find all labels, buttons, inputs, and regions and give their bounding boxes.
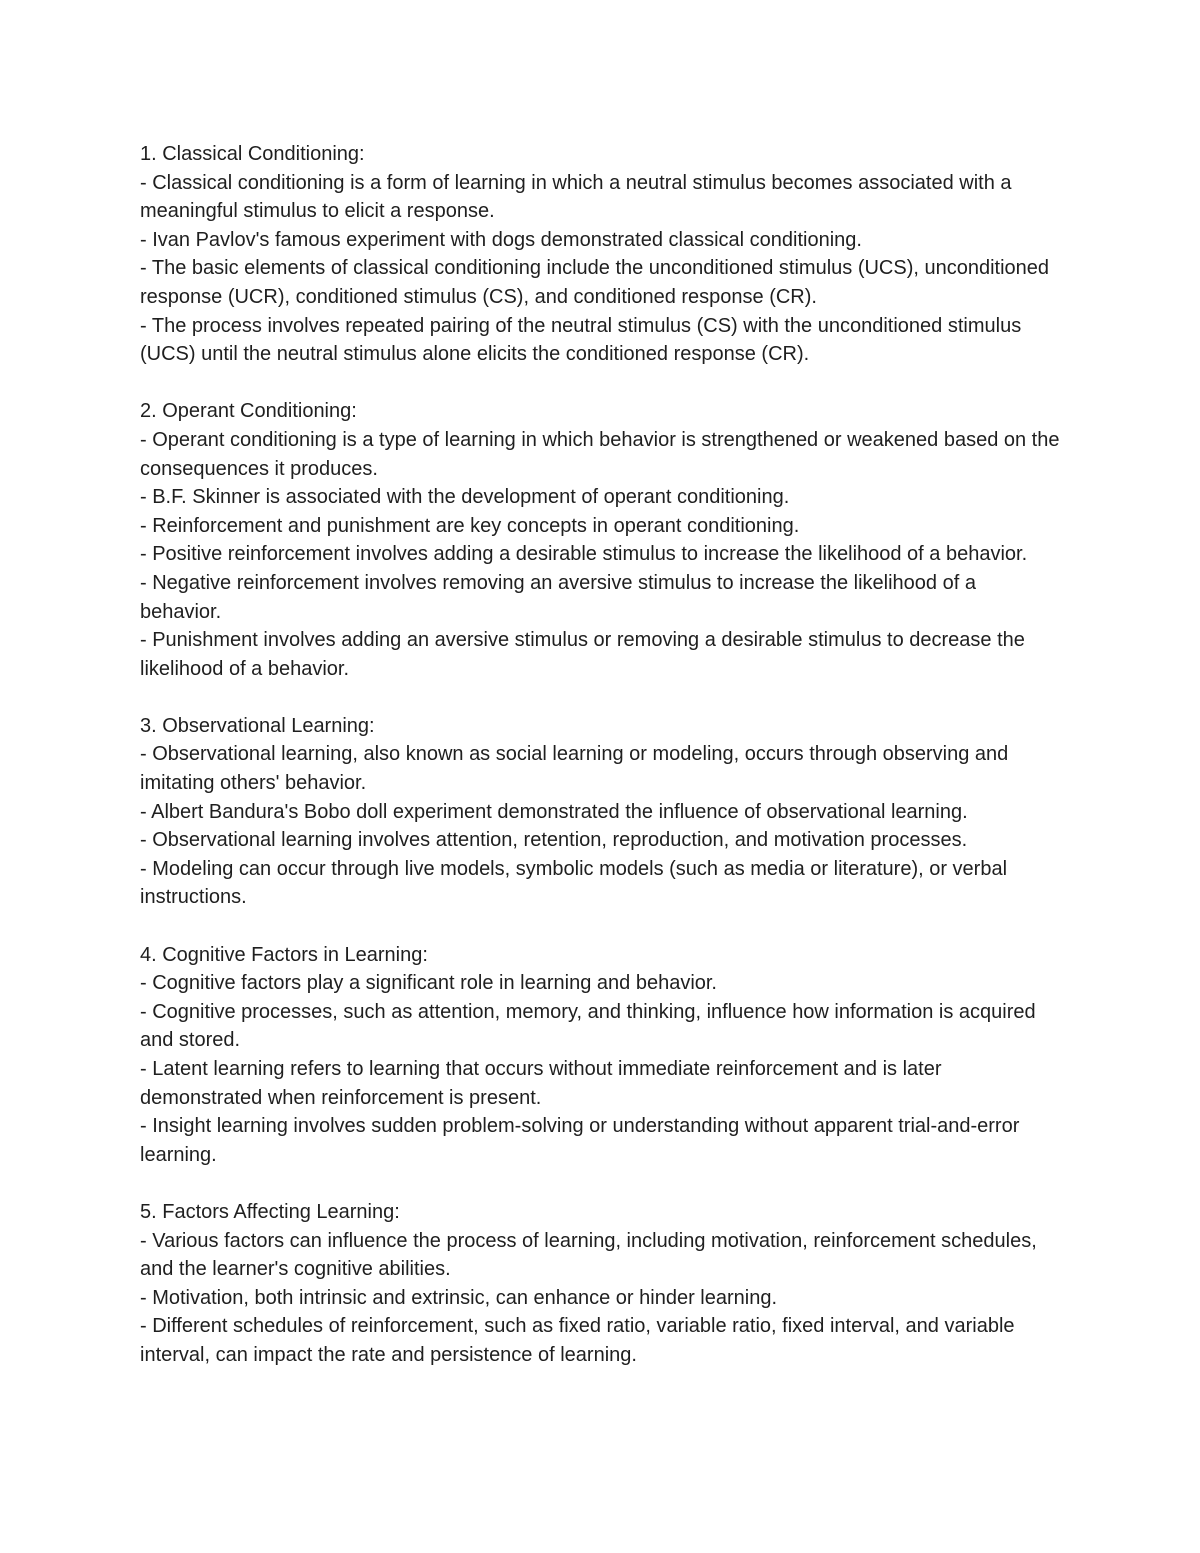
bullet-line: - Albert Bandura's Bobo doll experiment demonstrated the influence of observational learning. xyxy=(140,800,968,823)
bullet-line: - B.F. Skinner is associated with the development of operant conditioning. xyxy=(140,486,790,509)
bullet-line: - Reinforcement and punishment are key concepts in operant conditioning. xyxy=(140,514,800,537)
bullet-line: - The basic elements of classical conditioning include the unconditioned stimulus (UCS), unconditioned response (UCR), conditioned stimulus (CS), and conditioned response (CR). xyxy=(140,257,1050,308)
bullet-line: - Modeling can occur through live models, symbolic models (such as media or literature), or verbal instructions. xyxy=(140,857,1008,909)
section-heading: 3. Observational Learning: xyxy=(140,714,375,737)
bullet-line: - Cognitive factors play a significant role in learning and behavior. xyxy=(140,972,717,995)
bullet-line: - Motivation, both intrinsic and extrinsic, can enhance or hinder learning. xyxy=(140,1286,778,1309)
bullet-line: - Punishment involves adding an aversive stimulus or removing a desirable stimulus to decrease the likelihood of a behavior. xyxy=(140,629,1025,680)
bullet-line: - Cognitive processes, such as attention, memory, and thinking, influence how information is acquired and stored. xyxy=(140,1000,1036,1052)
bullet-line: - Observational learning, also known as social learning or modeling, occurs through observing and imitating others' behavior. xyxy=(140,743,1009,795)
bullet-line: - Ivan Pavlov's famous experiment with dogs demonstrated classical conditioning. xyxy=(140,228,862,251)
bullet-line: - Various factors can influence the process of learning, including motivation, reinforcement schedules, and the learner's cognitive abilities. xyxy=(140,1229,1037,1281)
section-operant-conditioning xyxy=(140,397,1060,683)
section-classical-conditioning xyxy=(140,140,1060,369)
bullet-line: - The process involves repeated pairing of the neutral stimulus (CS) with the unconditioned stimulus (UCS) until the neutral stimulus alone elicits the conditioned response (CR). xyxy=(140,314,1022,366)
section-factors-affecting-learning xyxy=(140,1198,1060,1370)
bullet-line: - Operant conditioning is a type of learning in which behavior is strengthened or weakened based on the consequences it produces. xyxy=(140,428,1060,480)
bullet-line: - Negative reinforcement involves removing an aversive stimulus to increase the likelihood of a behavior. xyxy=(140,571,976,623)
section-cognitive-factors xyxy=(140,941,1060,1170)
section-heading: 2. Operant Conditioning: xyxy=(140,400,357,423)
section-heading: 5. Factors Affecting Learning: xyxy=(140,1200,400,1223)
section-observational-learning xyxy=(140,712,1060,912)
bullet-line: - Positive reinforcement involves adding a desirable stimulus to increase the likelihood of a behavior. xyxy=(140,543,1028,566)
bullet-line: - Classical conditioning is a form of learning in which a neutral stimulus becomes associated with a meaningful stimulus to elicit a response. xyxy=(140,171,1012,223)
bullet-line: - Different schedules of reinforcement, such as fixed ratio, variable ratio, fixed interval, and variable interval, can impact the rate and persistence of learning. xyxy=(140,1315,1015,1366)
bullet-line: - Observational learning involves attention, retention, reproduction, and motivation processes. xyxy=(140,829,968,852)
bullet-line: - Latent learning refers to learning that occurs without immediate reinforcement and is later demonstrated when reinforcement is present. xyxy=(140,1058,942,1109)
section-heading: 4. Cognitive Factors in Learning: xyxy=(140,943,428,966)
document-body xyxy=(140,140,1060,1370)
bullet-line: - Insight learning involves sudden problem-solving or understanding without apparent trial-and-error learning. xyxy=(140,1115,1020,1166)
section-heading: 1. Classical Conditioning: xyxy=(140,143,365,165)
